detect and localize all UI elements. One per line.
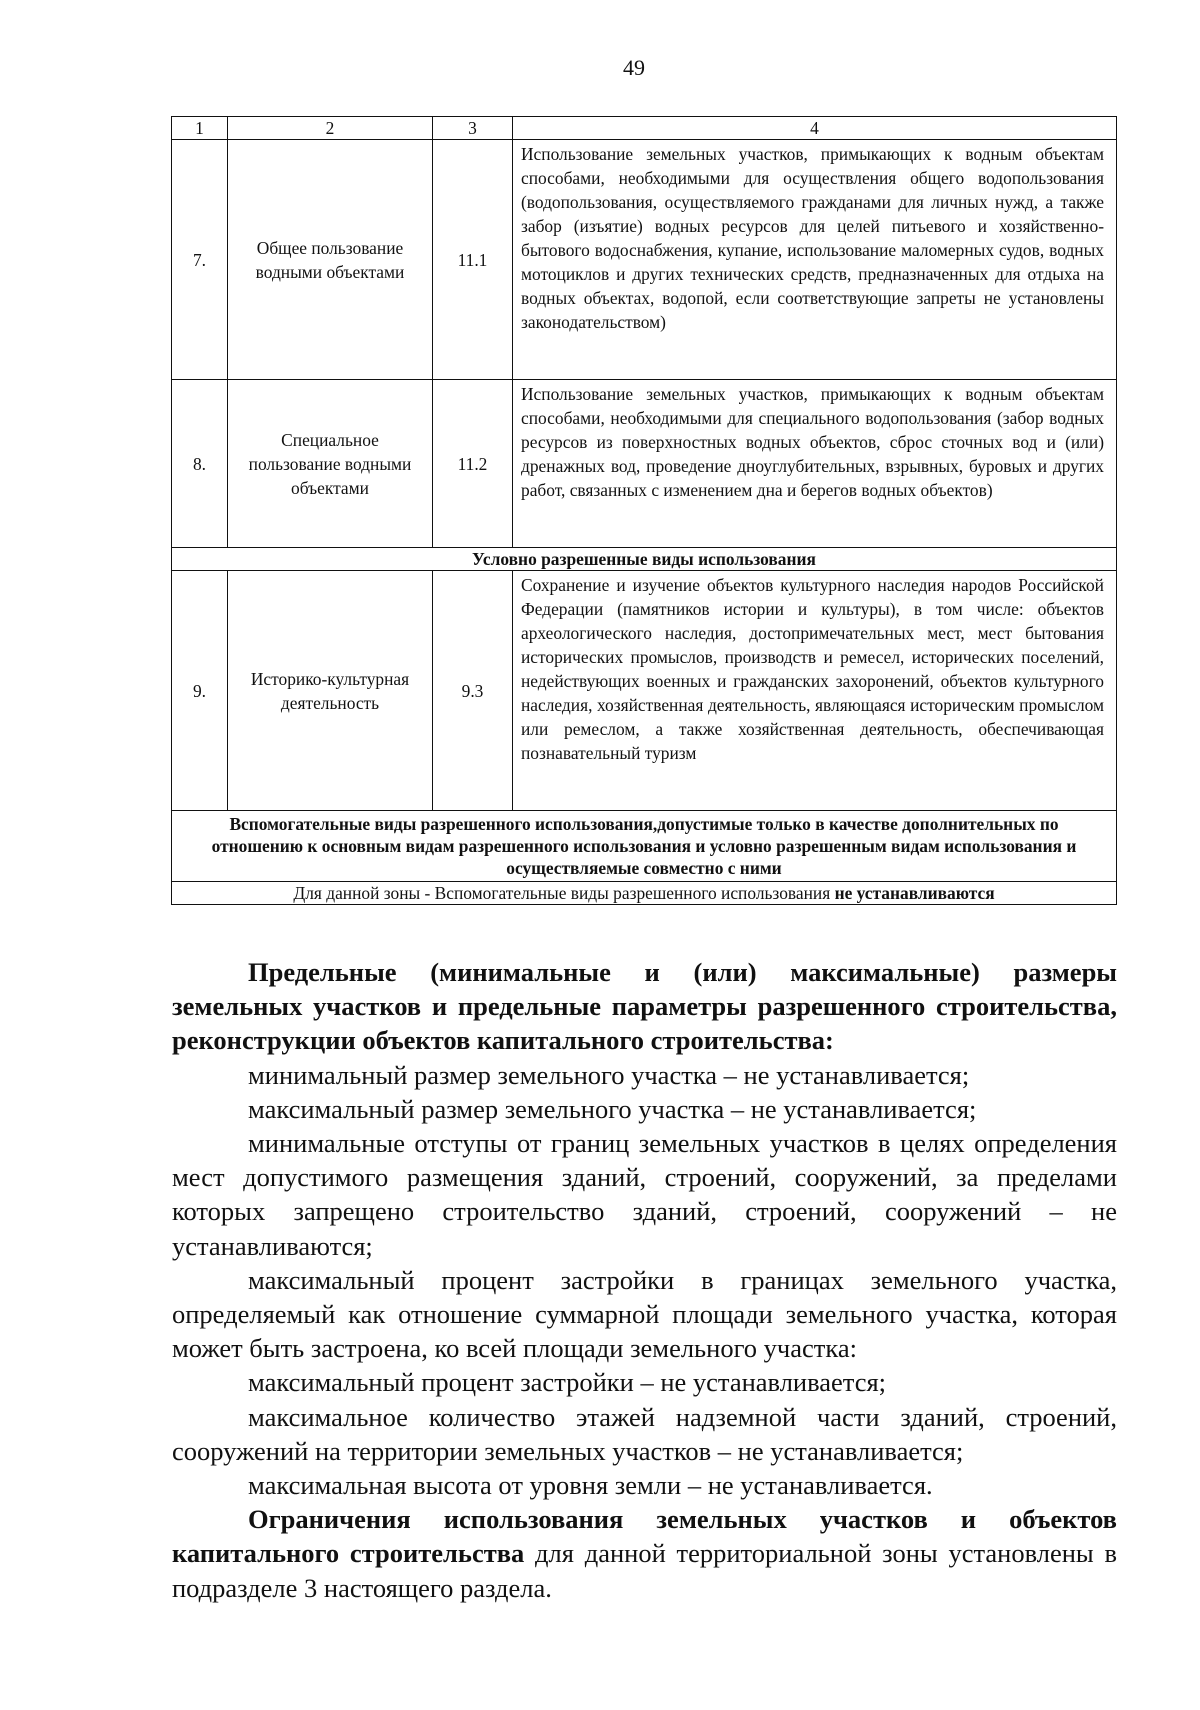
land-use-table — [171, 116, 1117, 905]
use-code: 11.2 — [433, 380, 513, 548]
section-heading: Предельные (минимальные и (или) максимальные) размеры земельных участков и предельные параметры разрешенного строительства, реконструкции объектов капитального строительства: — [172, 957, 1117, 1056]
paragraph: минимальные отступы от границ земельных участков в целях определения мест допустимого размещения зданий, строений, сооружений, за пределами которых запрещено строительство зданий, строений, сооружений – не устанавливаются; — [172, 1128, 1117, 1261]
use-code: 11.1 — [433, 140, 513, 380]
table-row — [172, 571, 1117, 811]
note-emphasis: не устанавливаются — [834, 883, 995, 903]
table-row — [172, 140, 1117, 380]
use-description: Использование земельных участков, примыкающих к водным объектам способами, необходимыми для осуществления общего водопользования (водопользования, осуществляемого гражданами для личных нужд, а также забор (изъятие) водных ресурсов для целей питьевого и хозяйственно-бытового водоснабжения, купание, использование маломерных судов, водных мотоциклов и других технических средств, предназначенных для отдыха на водных объектах, водопой, если соответствующие запреты не установлены законодательством) — [513, 140, 1117, 380]
paragraph: максимальная высота от уровня земли – не устанавливается. — [248, 1470, 933, 1501]
row-number: 8. — [172, 380, 228, 548]
use-name: Общее пользование водными объектами — [228, 140, 433, 380]
row-number: 7. — [172, 140, 228, 380]
conditional-uses-title: Условно разрешенные виды использования — [172, 548, 1117, 571]
restrictions-emphasis: Ограничения использования земельных участков и объектов капитального строительства — [172, 1504, 1117, 1569]
auxiliary-uses-note — [172, 882, 1117, 905]
restrictions-paragraph — [172, 1502, 1117, 1605]
table-header-row — [172, 117, 1117, 140]
table-row — [172, 380, 1117, 548]
auxiliary-uses-title: Вспомогательные виды разрешенного использования,допустимые только в качестве дополнительных по отношению к основным видам разрешенного использования и условно разрешенным видам использования и осуществляемые совместно с ними — [172, 811, 1117, 882]
body-text — [172, 955, 1117, 1605]
use-name: Специальное пользование водными объектами — [228, 380, 433, 548]
restrictions-text: для данной территориальной зоны установлены в подразделе 3 настоящего раздела. — [172, 1538, 1117, 1603]
paragraph: максимальный размер земельного участка – не устанавливается; — [248, 1093, 977, 1124]
use-description: Сохранение и изучение объектов культурного наследия народов Российской Федерации (памятников истории и культуры), в том числе: объектов археологического наследия, достопримечательных мест, мест бытования исторических промыслов, производств и ремесел, исторических поселений, недействующих военных и гражданских захоронений, объектов культурного наследия, хозяйственная деятельность, являющаяся историческим промыслом или ремеслом, а также хозяйственная деятельность, обеспечивающая познавательный туризм — [513, 571, 1117, 811]
use-code: 9.3 — [433, 571, 513, 811]
section-row — [172, 548, 1117, 571]
section-row — [172, 811, 1117, 882]
use-name: Историко-культурная деятельность — [228, 571, 433, 811]
note-text: Для данной зоны - Вспомогательные виды разрешенного использования — [293, 883, 835, 903]
table-header-cell: 2 — [228, 117, 433, 140]
table-header-cell: 3 — [433, 117, 513, 140]
paragraph: максимальный процент застройки в границах земельного участка, определяемый как отношение суммарной площади земельного участка, которая может быть застроена, ко всей площади земельного участка: — [172, 1264, 1117, 1364]
paragraph: максимальный процент застройки – не устанавливается; — [248, 1367, 887, 1398]
use-description: Использование земельных участков, примыкающих к водным объектам способами, необходимыми для специального водопользования (забор водных ресурсов из поверхностных водных объектов, сброс сточных вод и (или) дренажных вод, проведение дноуглубительных, взрывных, буровых и других работ, связанных с изменением дна и берегов водных объектов) — [513, 380, 1117, 548]
paragraph: минимальный размер земельного участка – не устанавливается; — [248, 1059, 970, 1090]
row-number: 9. — [172, 571, 228, 811]
footnote-row — [172, 882, 1117, 905]
page-number: 49 — [623, 55, 645, 80]
table-header-cell: 4 — [513, 117, 1117, 140]
paragraph: максимальное количество этажей надземной части зданий, строений, сооружений на территории земельных участков – не устанавливается; — [172, 1401, 1117, 1466]
table-header-cell: 1 — [172, 117, 228, 140]
